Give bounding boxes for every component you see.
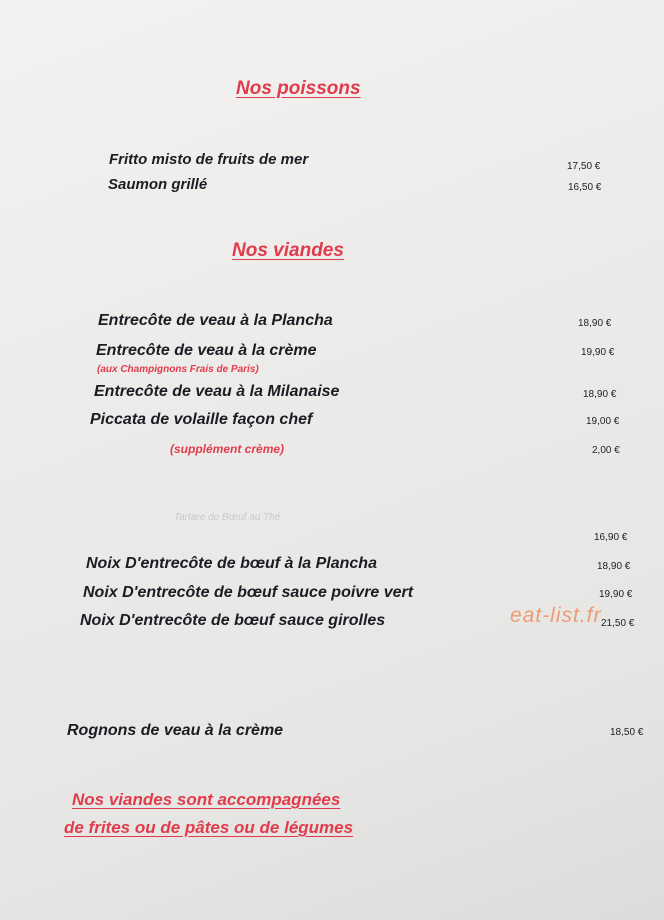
menu-item-name: Fritto misto de fruits de mer (109, 151, 309, 168)
menu-item-name: Noix D'entrecôte de bœuf à la Plancha (86, 555, 377, 572)
faded-menu-item: Tartare de Bœuf au Thé (174, 512, 281, 523)
menu-item-name: Entrecôte de veau à la crème (96, 342, 317, 359)
menu-item-price: 18,90 € (578, 318, 612, 329)
section-title-viandes: Nos viandes (232, 240, 344, 261)
menu-item-price: 19,90 € (581, 347, 615, 358)
menu-item-name: Piccata de volaille façon chef (90, 411, 313, 428)
menu-item-price: 19,90 € (599, 589, 633, 600)
menu-item-price: 18,90 € (597, 561, 631, 572)
menu-item-price: 16,50 € (568, 182, 602, 193)
menu-item-name: Noix D'entrecôte de bœuf sauce poivre vert (83, 584, 414, 601)
menu-item-note: (aux Champignons Frais de Paris) (97, 364, 259, 375)
menu-item-price: 18,50 € (610, 727, 644, 738)
footer-note-line-2: de frites ou de pâtes ou de légumes (64, 818, 354, 837)
menu-item-name: Rognons de veau à la crème (67, 722, 284, 739)
watermark-text: eat-list.fr (510, 604, 602, 627)
section-title-poissons: Nos poissons (236, 78, 361, 99)
menu-item-price: 17,50 € (567, 161, 601, 172)
menu-item-price: 21,50 € (601, 618, 635, 629)
supplement-price: 2,00 € (592, 445, 620, 456)
faded-menu-item-price: 16,90 € (594, 532, 628, 543)
menu-item-price: 19,00 € (586, 416, 620, 427)
footer-note-line-1: Nos viandes sont accompagnées (72, 790, 341, 809)
menu-item-name: Noix D'entrecôte de bœuf sauce girolles (80, 612, 386, 629)
menu-item-name: Entrecôte de veau à la Milanaise (94, 383, 340, 400)
menu-item-price: 18,90 € (583, 389, 617, 400)
menu-item-name: Entrecôte de veau à la Plancha (98, 312, 333, 329)
supplement-label: (supplément crème) (170, 442, 285, 456)
menu-item-name: Saumon grillé (108, 176, 208, 193)
